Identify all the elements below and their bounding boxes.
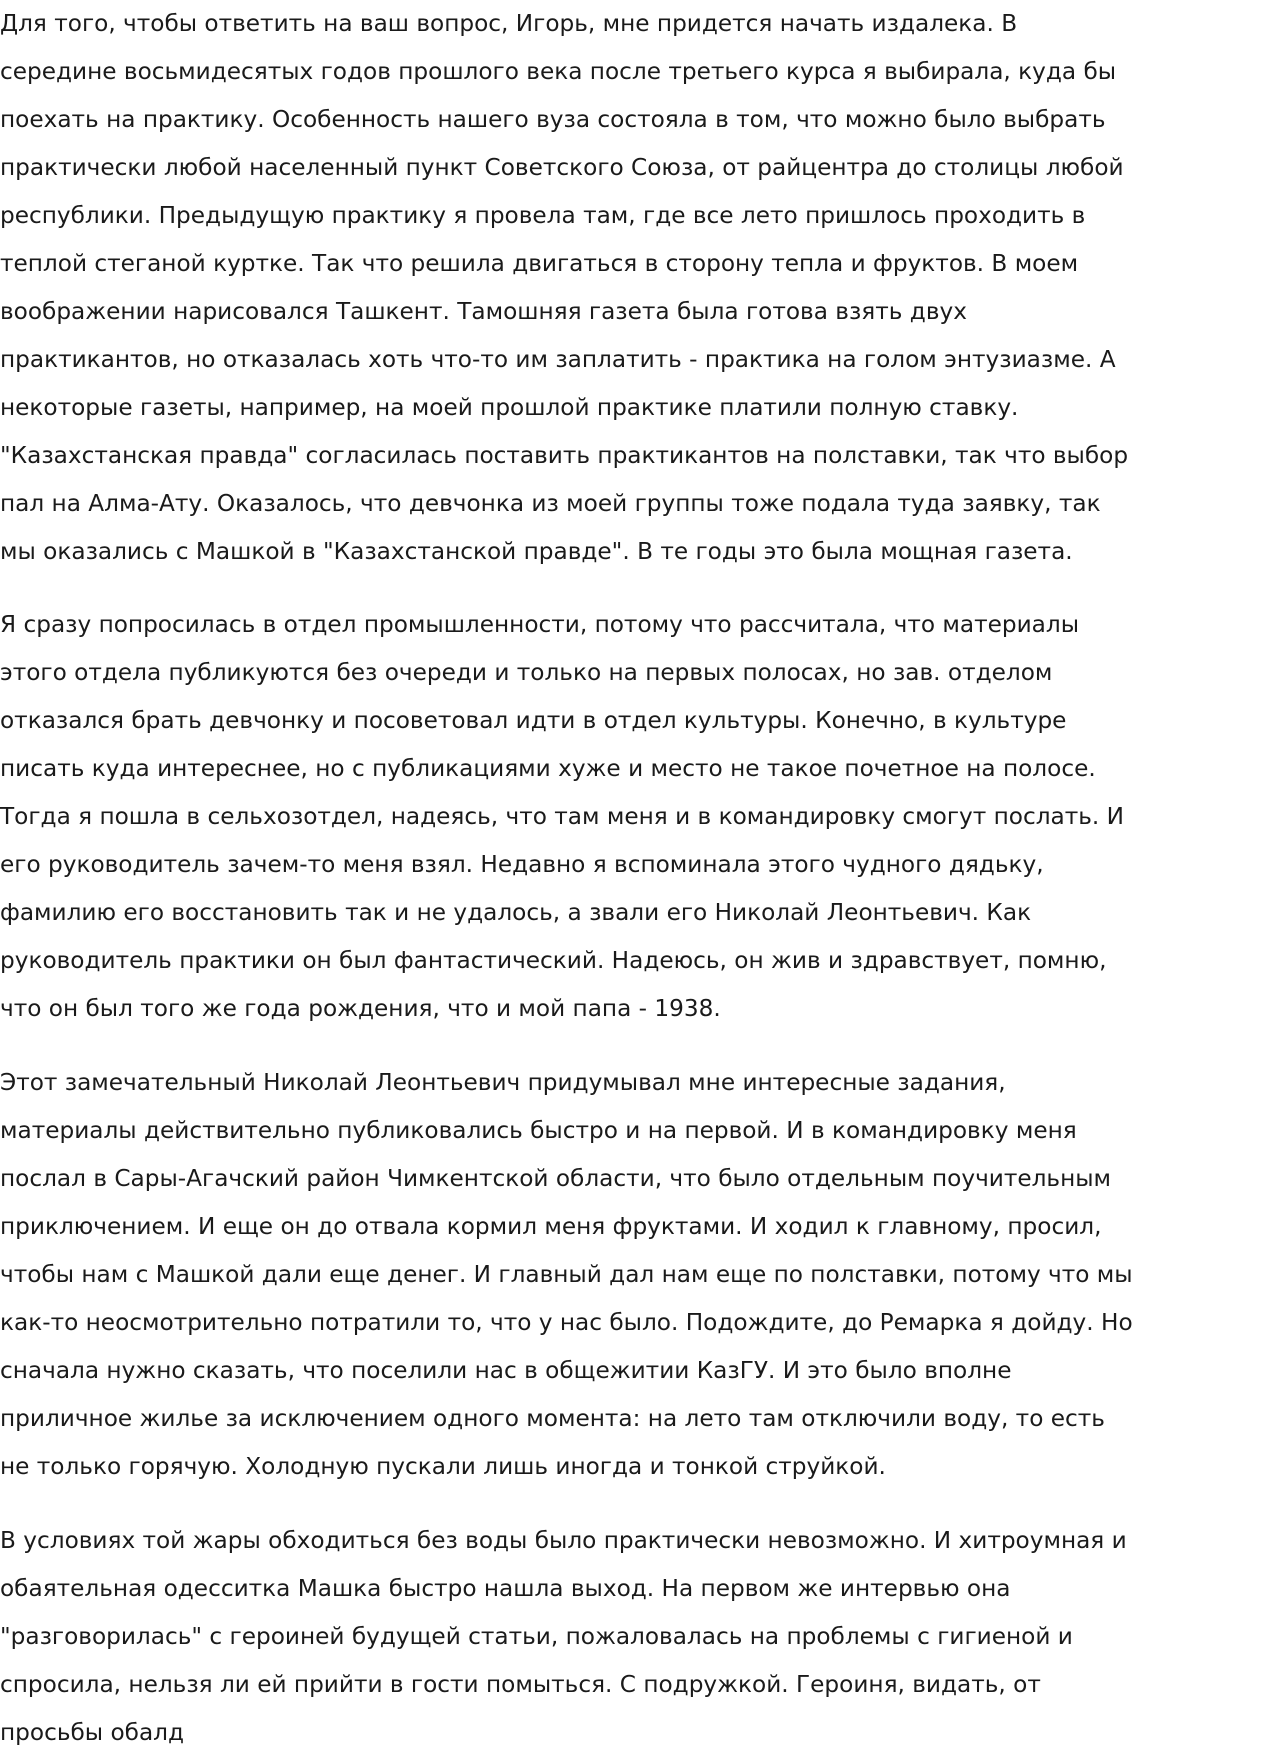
text-line: не только горячую. Холодную пускали лишь иногда и тонкой струйкой.: [0, 1453, 886, 1480]
text-line: чтобы нам с Машкой дали еще денег. И главный дал нам еще по полставки, потому что мы: [0, 1261, 1133, 1288]
text-line: фамилию его восстановить так и не удалось, а звали его Николай Леонтьевич. Как: [0, 899, 1032, 926]
text-line: поехать на практику. Особенность нашего вуза состояла в том, что можно было выбрать: [0, 106, 1106, 133]
text-line: сначала нужно сказать, что поселили нас в общежитии КазГУ. И это было вполне: [0, 1357, 1012, 1384]
text-line: "Казахстанская правда" согласилась поставить практикантов на полставки, так что выбор: [0, 442, 1129, 469]
text-line: В условиях той жары обходиться без воды было практически невозможно. И хитроумная и: [0, 1527, 1127, 1554]
paragraph-4: [0, 1517, 1127, 1757]
paragraph-1: [0, 0, 1128, 576]
text-line: Тогда я пошла в сельхозотдел, надеясь, что там меня и в командировку смогут послать. И: [0, 803, 1125, 830]
text-line: приличное жилье за исключением одного момента: на лето там отключили воду, то есть: [0, 1405, 1105, 1432]
text-line: что он был того же года рождения, что и мой папа - 1938.: [0, 995, 721, 1022]
text-line: как-то неосмотрительно потратили то, что у нас было. Подождите, до Ремарка я дойду. Но: [0, 1309, 1133, 1336]
text-line: спросила, нельзя ли ей прийти в гости помыться. С подружкой. Героиня, видать, от: [0, 1671, 1041, 1698]
text-line: мы оказались с Машкой в "Казахстанской правде". В те годы это была мощная газета.: [0, 538, 1073, 565]
text-line: "разговорилась" с героиней будущей статьи, пожаловалась на проблемы с гигиеной и: [0, 1623, 1073, 1650]
paragraph-2: [0, 601, 1124, 1033]
text-line: середине восьмидесятых годов прошлого века после третьего курса я выбирала, куда бы: [0, 58, 1117, 85]
paragraph-3: [0, 1059, 1133, 1491]
text-line: пал на Алма-Ату. Оказалось, что девчонка из моей группы тоже подала туда заявку, так: [0, 490, 1101, 517]
text-line: Для того, чтобы ответить на ваш вопрос, Игорь, мне придется начать издалека. В: [0, 10, 1018, 37]
text-line: просьбы обалд: [0, 1719, 185, 1746]
text-line: некоторые газеты, например, на моей прошлой практике платили полную ставку.: [0, 394, 1019, 421]
text-line: отказался брать девчонку и посоветовал идти в отдел культуры. Конечно, в культуре: [0, 707, 1067, 734]
text-line: материалы действительно публиковались быстро и на первой. И в командировку меня: [0, 1117, 1077, 1144]
text-line: его руководитель зачем-то меня взял. Недавно я вспоминала этого чудного дядьку,: [0, 851, 1044, 878]
text-line: приключением. И еще он до отвала кормил меня фруктами. И ходил к главному, просил,: [0, 1213, 1102, 1240]
text-line: республики. Предыдущую практику я провела там, где все лето пришлось проходить в: [0, 202, 1086, 229]
text-line: Этот замечательный Николай Леонтьевич придумывал мне интересные задания,: [0, 1069, 1006, 1096]
text-line: практикантов, но отказалась хоть что-то им заплатить - практика на голом энтузиазме. А: [0, 346, 1116, 373]
text-line: практически любой населенный пункт Советского Союза, от райцентра до столицы любой: [0, 154, 1124, 181]
text-line: Я сразу попросилась в отдел промышленности, потому что рассчитала, что материалы: [0, 611, 1080, 638]
text-line: этого отдела публикуются без очереди и только на первых полосах, но зав. отделом: [0, 659, 1053, 686]
text-line: обаятельная одесситка Машка быстро нашла выход. На первом же интервью она: [0, 1575, 1011, 1602]
text-line: руководитель практики он был фантастический. Надеюсь, он жив и здравствует, помню,: [0, 947, 1107, 974]
text-line: теплой стеганой куртке. Так что решила двигаться в сторону тепла и фруктов. В моем: [0, 250, 1079, 277]
text-line: воображении нарисовался Ташкент. Тамошняя газета была готова взять двух: [0, 298, 967, 325]
text-line: писать куда интереснее, но с публикациями хуже и место не такое почетное на полосе.: [0, 755, 1096, 782]
text-line: послал в Сары-Агачский район Чимкентской области, что было отдельным поучительным: [0, 1165, 1112, 1192]
